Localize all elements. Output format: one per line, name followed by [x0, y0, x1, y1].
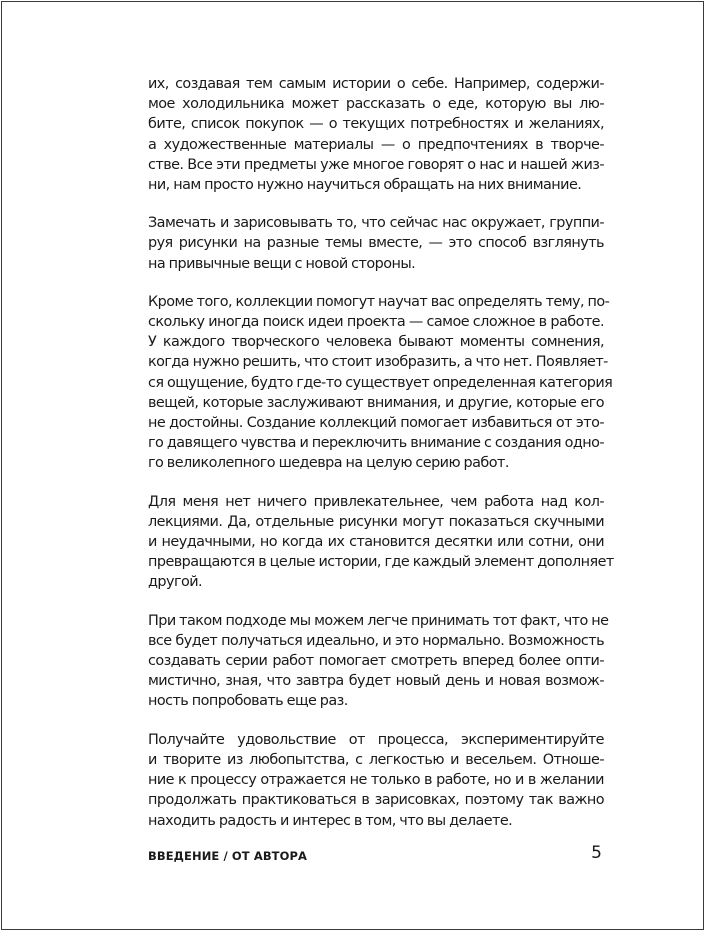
page-number: 5: [591, 843, 602, 863]
text-line: превращаются в целые истории, где каждый элемент дополняет: [148, 554, 614, 571]
text-line: все будет получаться идеально, и это нормально. Возможность: [148, 632, 604, 649]
text-line: когда нужно решить, что стоит изобразить, а что нет. Появляет-: [148, 354, 608, 371]
paragraph: [148, 213, 604, 274]
text-line: стве. Все эти предметы уже многое говорят о нас и нашей жиз-: [148, 156, 604, 173]
paragraph: [148, 292, 613, 474]
book-page: [1, 1, 704, 930]
text-line: мистично, зная, что завтра будет новый день и новая возмож-: [148, 673, 604, 690]
body-text: [148, 74, 614, 849]
text-line: другой.: [148, 574, 203, 591]
text-line: вещей, которые заслуживают внимания, и другие, которые его: [148, 394, 604, 411]
paragraph: [148, 611, 609, 712]
text-line: Кроме того, коллекции помогут научат вас определять тему, по-: [148, 293, 610, 310]
paragraph: [148, 74, 604, 195]
text-line: У каждого творческого человека бывают моменты сомнения,: [148, 334, 604, 351]
text-line: скольку иногда поиск идеи проекта — самое сложное в работе.: [148, 314, 604, 331]
text-line: Получайте удовольствие от процесса, экспериментируйте: [148, 731, 604, 748]
running-footer-section: ВВЕДЕНИЕ / ОТ АВТОРА: [148, 849, 308, 863]
text-line: на привычные вещи с новой стороны.: [148, 255, 416, 272]
text-line: не достойны. Создание коллекций помогает избавиться от это-: [148, 415, 604, 432]
text-line: лекциями. Да, отдельные рисунки могут показаться скучными: [148, 513, 604, 530]
text-line: ни, нам просто нужно научиться обращать на них внимание.: [148, 177, 582, 194]
text-line: ние к процессу отражается не только в работе, но и в желании: [148, 772, 604, 789]
text-line: Замечать и зарисовывать то, что сейчас нас окружает, группи-: [148, 215, 604, 232]
text-line: руя рисунки на разные темы вместе, — это способ взглянуть: [148, 235, 604, 252]
text-line: и неудачными, но когда их становится десятки или сотни, они: [148, 534, 604, 551]
text-line: ность попробовать еще раз.: [148, 693, 348, 710]
text-line: их, создавая тем самым истории о себе. Например, содержи-: [148, 76, 604, 92]
text-line: бите, список покупок — о текущих потребностях и желаниях,: [148, 116, 604, 133]
text-line: а художественные материалы — о предпочтениях в творче-: [148, 136, 604, 153]
text-line: Для меня нет ничего привлекательнее, чем работа над кол-: [148, 493, 604, 510]
text-line: создавать серии работ помогает смотреть вперед более опти-: [148, 653, 604, 670]
text-line: го давящего чувства и переключить внимание с создания одно-: [148, 435, 604, 452]
text-line: мое холодильника может рассказать о еде, которую вы лю-: [148, 96, 604, 113]
text-line: го великолепного шедевра на целую серию работ.: [148, 455, 509, 472]
text-line: ся ощущение, будто где-то существует определенная категория: [148, 374, 613, 391]
paragraph: [148, 730, 604, 831]
text-line: При таком подходе мы можем легче принимать тот факт, что не: [148, 612, 609, 629]
text-line: продолжать практиковаться в зарисовках, поэтому так важно: [148, 792, 604, 809]
text-line: и творите из любопытства, с легкостью и весельем. Отноше-: [148, 751, 604, 768]
paragraph: [148, 492, 614, 593]
text-line: находить радость и интерес в том, что вы делаете.: [148, 812, 513, 829]
